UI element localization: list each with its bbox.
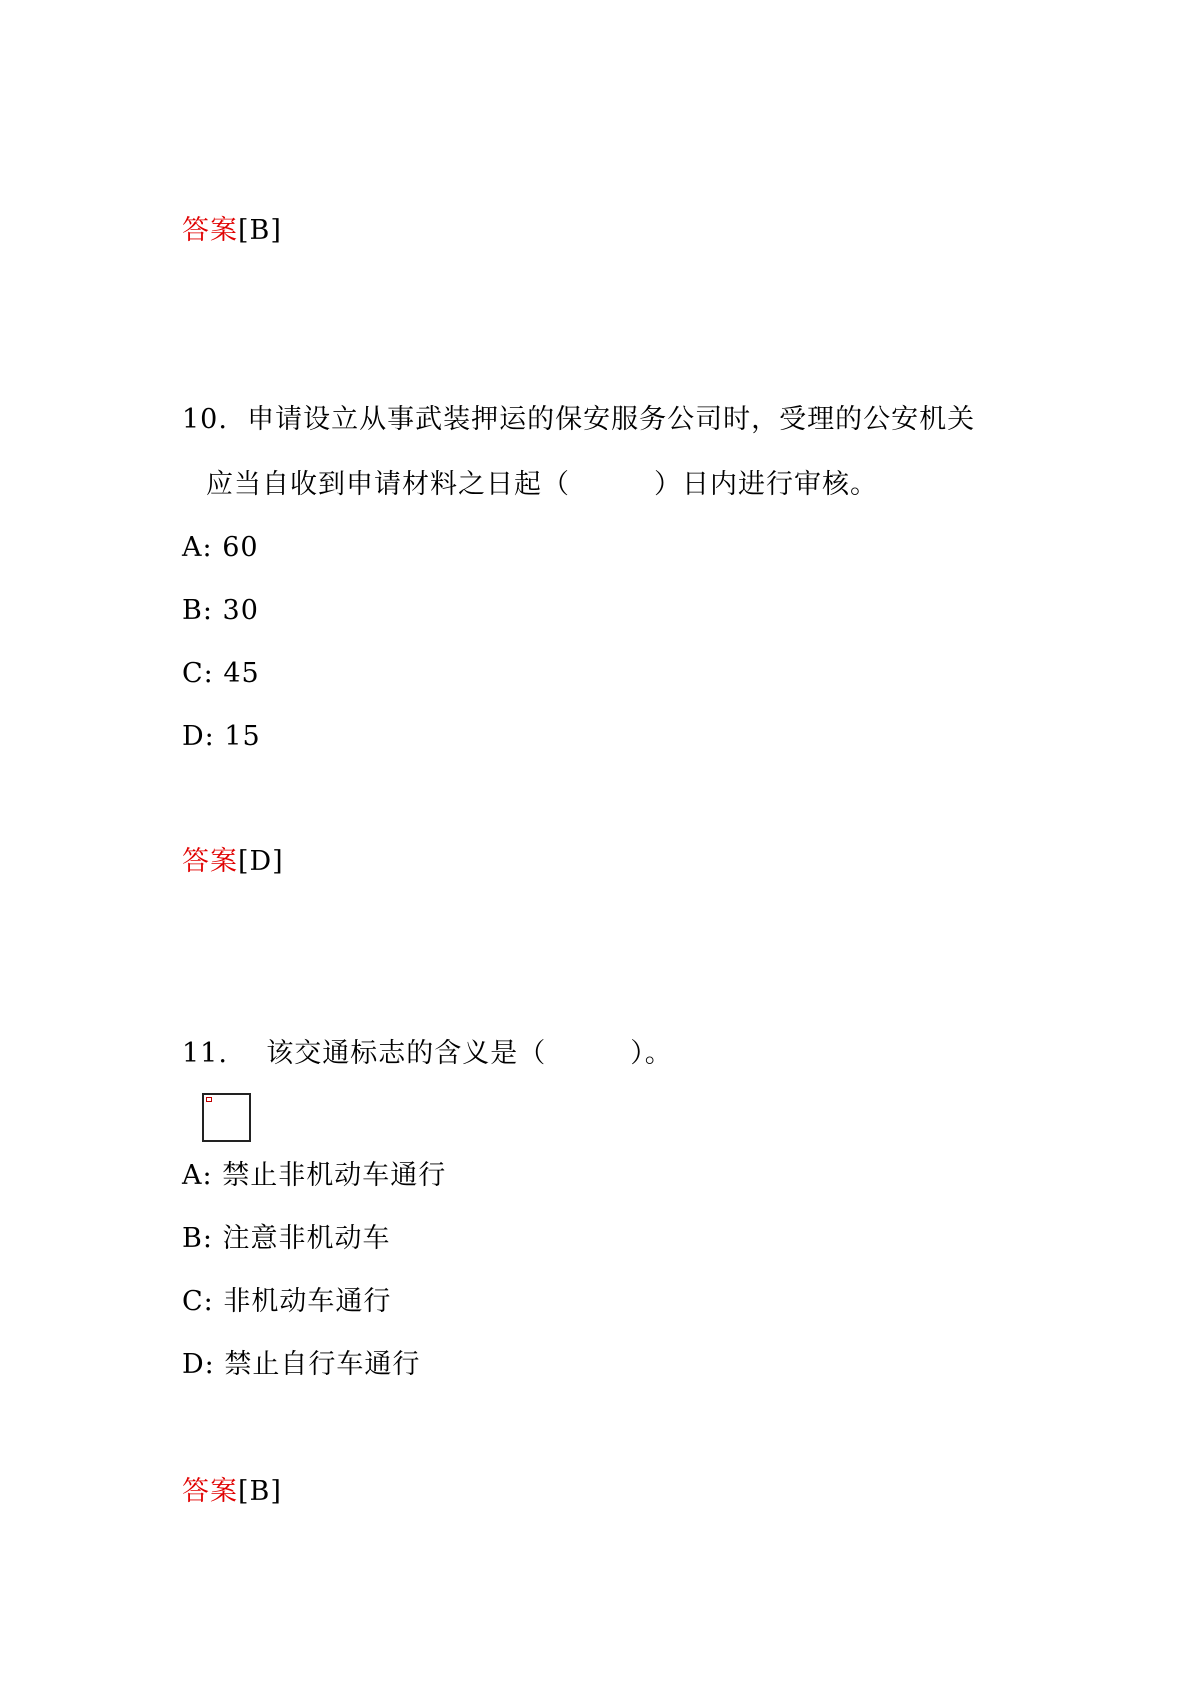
q10-option-c <box>182 656 260 692</box>
question-10-line1 <box>182 402 975 438</box>
question-10-line2: 应当自收到申请材料之日起（ ）日内进行审核。 <box>206 469 878 500</box>
option-key: D: <box>182 721 215 752</box>
broken-image-icon <box>206 1097 212 1102</box>
option-key: A: <box>182 1160 213 1191</box>
q10-option-b <box>182 593 259 629</box>
traffic-sign-image <box>202 1093 251 1142</box>
option-text: 注意非机动车 <box>222 1223 391 1254</box>
option-text: 非机动车通行 <box>223 1286 392 1317</box>
q10-option-a <box>182 530 259 566</box>
answer-value: [B] <box>238 215 282 246</box>
q11-option-d <box>182 1347 420 1383</box>
option-key: C: <box>182 658 214 689</box>
option-text: 15 <box>224 721 261 752</box>
question-number: 10. <box>182 404 228 435</box>
option-text: 禁止自行车通行 <box>224 1349 421 1380</box>
question-11-line1 <box>182 1036 673 1072</box>
option-text: 禁止非机动车通行 <box>222 1160 447 1191</box>
question-number: 11. <box>182 1038 228 1069</box>
option-key: B: <box>182 1223 213 1254</box>
question-text: 申请设立从事武装押运的保安服务公司时，受理的公安机关 <box>247 404 976 435</box>
answer-q11 <box>182 1474 282 1510</box>
option-text: 30 <box>222 595 259 626</box>
q11-option-b <box>182 1221 391 1257</box>
answer-label: 答案 <box>182 1476 238 1507</box>
answer-label: 答案 <box>182 846 238 877</box>
question-text: 该交通标志的含义是（ ）。 <box>266 1038 673 1069</box>
answer-label: 答案 <box>182 215 238 246</box>
q11-option-c <box>182 1284 391 1320</box>
q11-option-a <box>182 1158 446 1194</box>
answer-value: [B] <box>238 1476 282 1507</box>
option-key: A: <box>182 532 213 563</box>
option-key: D: <box>182 1349 215 1380</box>
option-key: C: <box>182 1286 214 1317</box>
q10-option-d <box>182 719 261 755</box>
option-text: 45 <box>223 658 260 689</box>
answer-prev <box>182 213 282 249</box>
option-text: 60 <box>222 532 259 563</box>
option-key: B: <box>182 595 213 626</box>
answer-value: [D] <box>238 846 284 877</box>
answer-q10 <box>182 844 284 880</box>
